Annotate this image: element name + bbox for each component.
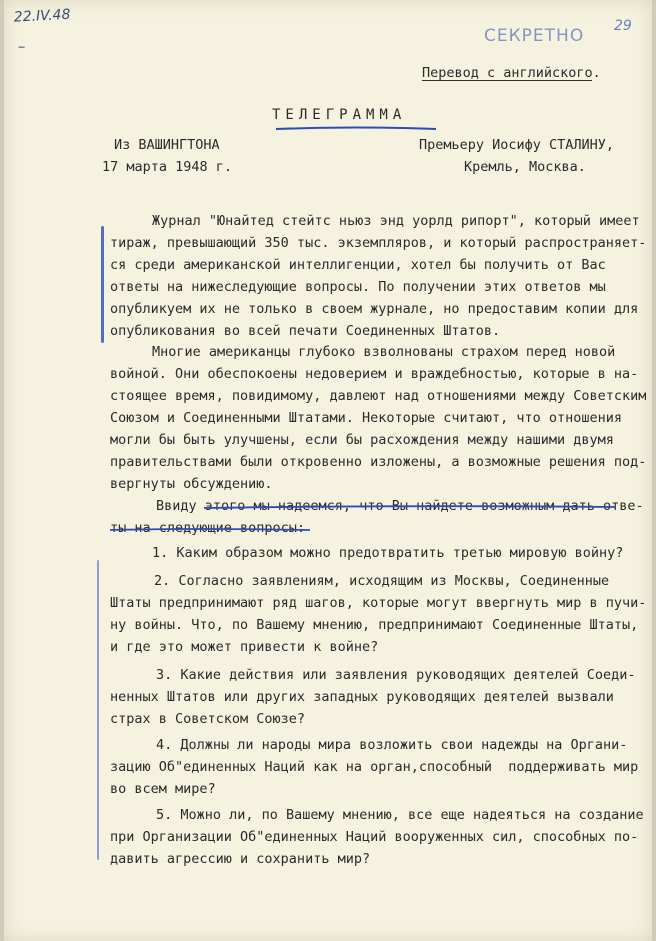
heading-underline xyxy=(276,126,436,132)
body-line: ты на следующие вопросы: xyxy=(110,520,306,536)
translation-note: Перевод с английского. xyxy=(422,65,601,81)
secret-stamp: СЕКРЕТНО xyxy=(484,26,585,46)
body-line: 2. Согласно заявлениям, исходящим из Москвы, Соединенные xyxy=(154,573,610,589)
body-line: Многие американцы глубоко взволнованы страхом перед новой xyxy=(152,344,616,360)
body-line: и где это может привести к войне? xyxy=(110,639,379,655)
body-line: ответы на нижеследующие вопросы. По получении этих ответов мы xyxy=(110,279,606,295)
body-line: давить агрессию и сохранить мир? xyxy=(110,851,371,867)
body-line: войной. Они обеспокоены недоверием и враждебностью, которые в на- xyxy=(110,366,639,382)
body-line: правительствами были откровенно изложены, а возможные решения под- xyxy=(110,454,647,470)
body-line: вергнуты обсуждению. xyxy=(110,476,273,492)
body-line: Штаты предпринимают ряд шагов, которые могут ввергнуть мир в пучи- xyxy=(110,595,647,611)
body-line: зацию Об"единенных Наций как на орган,способный поддерживать мир xyxy=(110,759,639,775)
recipient-line: Премьеру Иосифу СТАЛИНУ, xyxy=(419,137,615,153)
body-line: Журнал "Юнайтед стейтс ньюз энд уорлд рипорт", который имеет xyxy=(152,213,640,229)
body-line: страх в Советском Союзе? xyxy=(110,711,306,727)
body-line: ненных Штатов или других западных руководящих деятелей вызвали xyxy=(110,689,614,705)
body-line: опубликования во всей печати Соединенных Штатов. xyxy=(110,323,501,339)
document-date: 17 марта 1948 г. xyxy=(102,159,233,175)
translation-underline xyxy=(422,80,592,81)
body-line: Ввиду этого мы надеемся, что Вы найдете возможным дать отве- xyxy=(156,498,644,514)
blue-margin-mark-lower xyxy=(97,560,99,860)
handwritten-mark: − xyxy=(18,40,26,54)
body-line: 3. Какие действия или заявления руководящих деятелей Соеди- xyxy=(156,667,636,683)
body-line: 5. Можно ли, по Вашему мнению, все еще надеяться на создание xyxy=(156,807,644,823)
body-line: стоящее время, повидимому, давлеют над отношениями между Советским xyxy=(110,388,647,404)
sender-location: Из ВАШИНГТОНА xyxy=(114,137,220,153)
body-line: ну войны. Что, по Вашему мнению, предпринимают Соединенные Штаты, xyxy=(110,617,639,633)
document-heading: ТЕЛЕГРАММА xyxy=(272,107,407,123)
body-line: Союзом и Соединенными Штатами. Некоторые считают, что отношения xyxy=(110,410,623,426)
blue-margin-mark xyxy=(101,226,104,343)
body-line: тираж, превышающий 350 тыс. экземпляров, и который распространяет- xyxy=(110,235,647,251)
document-page xyxy=(4,0,652,941)
body-line: ся среди американской интеллигенции, хотел бы получить от Вас xyxy=(110,257,606,273)
body-line: могли бы быть улучшены, если бы расхождения между нашими двумя xyxy=(110,432,614,448)
body-line: при Организации Об"единенных Наций вооруженных сил, способных по- xyxy=(110,829,639,845)
body-line: опубликуем их не только в своем журнале, но предоставим копии для xyxy=(110,301,639,317)
body-line: 1. Каким образом можно предотвратить третью мировую войну? xyxy=(152,545,624,561)
page-number: 29 xyxy=(614,18,632,34)
body-line: во всем мире? xyxy=(110,781,216,797)
recipient-location: Кремль, Москва. xyxy=(464,159,586,175)
handwritten-date: 22.IV.48 xyxy=(13,6,71,26)
body-line: 4. Должны ли народы мира возложить свои надежды на Органи- xyxy=(156,737,628,753)
